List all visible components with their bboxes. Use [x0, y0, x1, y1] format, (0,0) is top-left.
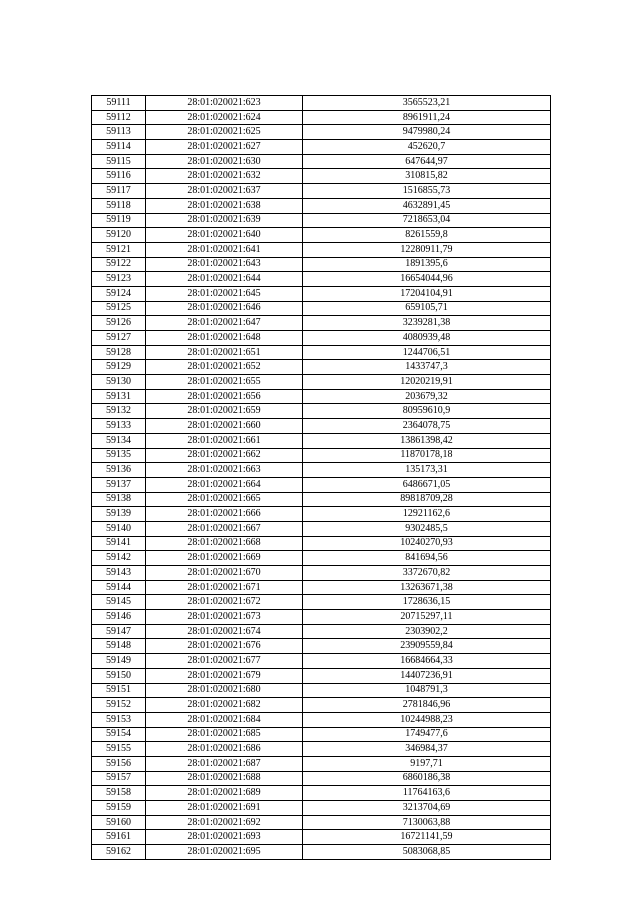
cadastral-value-cell: 13263671,38 [303, 580, 551, 595]
row-number-cell: 59152 [92, 698, 146, 713]
table-body [92, 96, 551, 860]
cadastral-number-cell: 28:01:020021:643 [146, 257, 303, 272]
cadastral-value-cell: 2364078,75 [303, 419, 551, 434]
cadastral-number-cell: 28:01:020021:693 [146, 830, 303, 845]
cadastral-number-cell: 28:01:020021:640 [146, 228, 303, 243]
cadastral-value-cell: 1516855,73 [303, 184, 551, 199]
table-row [92, 566, 551, 581]
cadastral-value-cell: 10244988,23 [303, 712, 551, 727]
row-number-cell: 59122 [92, 257, 146, 272]
table-row [92, 698, 551, 713]
cadastral-value-cell: 9302485,5 [303, 521, 551, 536]
cadastral-number-cell: 28:01:020021:659 [146, 404, 303, 419]
cadastral-number-cell: 28:01:020021:648 [146, 331, 303, 346]
cadastral-value-cell: 16654044,96 [303, 272, 551, 287]
table-row [92, 213, 551, 228]
cadastral-number-cell: 28:01:020021:673 [146, 610, 303, 625]
cadastral-number-cell: 28:01:020021:676 [146, 639, 303, 654]
cadastral-value-cell: 7218653,04 [303, 213, 551, 228]
cadastral-number-cell: 28:01:020021:624 [146, 110, 303, 125]
cadastral-value-cell: 310815,82 [303, 169, 551, 184]
row-number-cell: 59153 [92, 712, 146, 727]
row-number-cell: 59136 [92, 463, 146, 478]
row-number-cell: 59139 [92, 507, 146, 522]
row-number-cell: 59149 [92, 654, 146, 669]
cadastral-number-cell: 28:01:020021:661 [146, 433, 303, 448]
row-number-cell: 59129 [92, 360, 146, 375]
cadastral-number-cell: 28:01:020021:680 [146, 683, 303, 698]
table-row [92, 242, 551, 257]
row-number-cell: 59112 [92, 110, 146, 125]
cadastral-number-cell: 28:01:020021:651 [146, 345, 303, 360]
table-row [92, 801, 551, 816]
cadastral-value-cell: 346984,37 [303, 742, 551, 757]
table-row [92, 815, 551, 830]
row-number-cell: 59123 [92, 272, 146, 287]
row-number-cell: 59133 [92, 419, 146, 434]
table-row [92, 742, 551, 757]
cadastral-number-cell: 28:01:020021:669 [146, 551, 303, 566]
cadastral-value-cell: 80959610,9 [303, 404, 551, 419]
cadastral-value-cell: 12280911,79 [303, 242, 551, 257]
table-row [92, 301, 551, 316]
row-number-cell: 59161 [92, 830, 146, 845]
row-number-cell: 59147 [92, 624, 146, 639]
table-row [92, 595, 551, 610]
cadastral-number-cell: 28:01:020021:679 [146, 668, 303, 683]
cadastral-number-cell: 28:01:020021:692 [146, 815, 303, 830]
cadastral-value-cell: 12020219,91 [303, 375, 551, 390]
cadastral-number-cell: 28:01:020021:682 [146, 698, 303, 713]
cadastral-value-cell: 89818709,28 [303, 492, 551, 507]
cadastral-number-cell: 28:01:020021:625 [146, 125, 303, 140]
row-number-cell: 59121 [92, 242, 146, 257]
table-row [92, 580, 551, 595]
cadastral-number-cell: 28:01:020021:668 [146, 536, 303, 551]
cadastral-number-cell: 28:01:020021:647 [146, 316, 303, 331]
cadastral-value-cell: 3213704,69 [303, 801, 551, 816]
table-row [92, 610, 551, 625]
cadastral-value-cell: 11870178,18 [303, 448, 551, 463]
cadastral-number-cell: 28:01:020021:637 [146, 184, 303, 199]
cadastral-number-cell: 28:01:020021:652 [146, 360, 303, 375]
row-number-cell: 59117 [92, 184, 146, 199]
cadastral-value-cell: 1749477,6 [303, 727, 551, 742]
row-number-cell: 59154 [92, 727, 146, 742]
cadastral-number-cell: 28:01:020021:662 [146, 448, 303, 463]
row-number-cell: 59142 [92, 551, 146, 566]
cadastral-number-cell: 28:01:020021:670 [146, 566, 303, 581]
cadastral-value-cell: 23909559,84 [303, 639, 551, 654]
row-number-cell: 59155 [92, 742, 146, 757]
table-row [92, 639, 551, 654]
cadastral-number-cell: 28:01:020021:688 [146, 771, 303, 786]
cadastral-value-cell: 1891395,6 [303, 257, 551, 272]
cadastral-value-cell: 14407236,91 [303, 668, 551, 683]
cadastral-value-cell: 9197,71 [303, 756, 551, 771]
row-number-cell: 59113 [92, 125, 146, 140]
row-number-cell: 59118 [92, 198, 146, 213]
row-number-cell: 59140 [92, 521, 146, 536]
cadastral-number-cell: 28:01:020021:665 [146, 492, 303, 507]
table-row [92, 316, 551, 331]
row-number-cell: 59119 [92, 213, 146, 228]
cadastral-value-cell: 12921162,6 [303, 507, 551, 522]
row-number-cell: 59162 [92, 845, 146, 860]
table-row [92, 331, 551, 346]
cadastral-value-cell: 4080939,48 [303, 331, 551, 346]
cadastral-value-cell: 11764163,6 [303, 786, 551, 801]
table-row [92, 110, 551, 125]
cadastral-number-cell: 28:01:020021:684 [146, 712, 303, 727]
cadastral-number-cell: 28:01:020021:655 [146, 375, 303, 390]
row-number-cell: 59126 [92, 316, 146, 331]
table-row [92, 169, 551, 184]
cadastral-number-cell: 28:01:020021:664 [146, 477, 303, 492]
cadastral-value-cell: 10240270,93 [303, 536, 551, 551]
table-row [92, 140, 551, 155]
table-row [92, 654, 551, 669]
table-row [92, 492, 551, 507]
table-row [92, 433, 551, 448]
cadastral-value-cell: 135173,31 [303, 463, 551, 478]
table-row [92, 286, 551, 301]
row-number-cell: 59157 [92, 771, 146, 786]
cadastral-number-cell: 28:01:020021:645 [146, 286, 303, 301]
cadastral-value-cell: 17204104,91 [303, 286, 551, 301]
table-row [92, 712, 551, 727]
cadastral-number-cell: 28:01:020021:674 [146, 624, 303, 639]
cadastral-value-cell: 13861398,42 [303, 433, 551, 448]
row-number-cell: 59150 [92, 668, 146, 683]
row-number-cell: 59124 [92, 286, 146, 301]
row-number-cell: 59125 [92, 301, 146, 316]
row-number-cell: 59120 [92, 228, 146, 243]
table-row [92, 375, 551, 390]
cadastral-number-cell: 28:01:020021:691 [146, 801, 303, 816]
cadastral-value-cell: 1433747,3 [303, 360, 551, 375]
cadastral-value-cell: 841694,56 [303, 551, 551, 566]
row-number-cell: 59156 [92, 756, 146, 771]
cadastral-number-cell: 28:01:020021:660 [146, 419, 303, 434]
table-row [92, 551, 551, 566]
cadastral-value-cell: 4632891,45 [303, 198, 551, 213]
table-row [92, 521, 551, 536]
cadastral-value-cell: 9479980,24 [303, 125, 551, 140]
row-number-cell: 59145 [92, 595, 146, 610]
row-number-cell: 59127 [92, 331, 146, 346]
cadastral-value-cell: 1244706,51 [303, 345, 551, 360]
cadastral-number-cell: 28:01:020021:656 [146, 389, 303, 404]
cadastral-value-cell: 2781846,96 [303, 698, 551, 713]
cadastral-number-cell: 28:01:020021:687 [146, 756, 303, 771]
row-number-cell: 59158 [92, 786, 146, 801]
cadastral-value-cell: 1728636,15 [303, 595, 551, 610]
row-number-cell: 59146 [92, 610, 146, 625]
row-number-cell: 59141 [92, 536, 146, 551]
cadastral-number-cell: 28:01:020021:623 [146, 96, 303, 111]
cadastral-value-cell: 2303902,2 [303, 624, 551, 639]
row-number-cell: 59132 [92, 404, 146, 419]
table-row [92, 125, 551, 140]
table-row [92, 845, 551, 860]
table-row [92, 477, 551, 492]
row-number-cell: 59148 [92, 639, 146, 654]
cadastral-number-cell: 28:01:020021:639 [146, 213, 303, 228]
cadastral-value-cell: 6860186,38 [303, 771, 551, 786]
table-row [92, 389, 551, 404]
table-row [92, 96, 551, 111]
cadastral-value-cell: 1048791,3 [303, 683, 551, 698]
cadastral-number-cell: 28:01:020021:672 [146, 595, 303, 610]
table-row [92, 756, 551, 771]
cadastral-number-cell: 28:01:020021:667 [146, 521, 303, 536]
table-row [92, 830, 551, 845]
table-row [92, 360, 551, 375]
table-row [92, 272, 551, 287]
cadastral-number-cell: 28:01:020021:644 [146, 272, 303, 287]
cadastral-value-cell: 5083068,85 [303, 845, 551, 860]
row-number-cell: 59131 [92, 389, 146, 404]
cadastral-value-cell: 3372670,82 [303, 566, 551, 581]
table-row [92, 184, 551, 199]
table-row [92, 683, 551, 698]
table-row [92, 536, 551, 551]
row-number-cell: 59115 [92, 154, 146, 169]
table-row [92, 345, 551, 360]
cadastral-value-cell: 16721141,59 [303, 830, 551, 845]
cadastral-value-cell: 659105,71 [303, 301, 551, 316]
cadastral-number-cell: 28:01:020021:686 [146, 742, 303, 757]
row-number-cell: 59128 [92, 345, 146, 360]
cadastral-number-cell: 28:01:020021:627 [146, 140, 303, 155]
row-number-cell: 59130 [92, 375, 146, 390]
cadastral-value-table [91, 95, 551, 860]
cadastral-value-cell: 20715297,11 [303, 610, 551, 625]
cadastral-value-cell: 8961911,24 [303, 110, 551, 125]
cadastral-number-cell: 28:01:020021:638 [146, 198, 303, 213]
cadastral-number-cell: 28:01:020021:689 [146, 786, 303, 801]
cadastral-value-cell: 452620,7 [303, 140, 551, 155]
row-number-cell: 59160 [92, 815, 146, 830]
row-number-cell: 59116 [92, 169, 146, 184]
table-row [92, 771, 551, 786]
cadastral-number-cell: 28:01:020021:671 [146, 580, 303, 595]
cadastral-number-cell: 28:01:020021:685 [146, 727, 303, 742]
row-number-cell: 59151 [92, 683, 146, 698]
table-row [92, 404, 551, 419]
cadastral-value-cell: 3565523,21 [303, 96, 551, 111]
cadastral-number-cell: 28:01:020021:641 [146, 242, 303, 257]
cadastral-value-cell: 203679,32 [303, 389, 551, 404]
table-row [92, 154, 551, 169]
row-number-cell: 59137 [92, 477, 146, 492]
row-number-cell: 59138 [92, 492, 146, 507]
table-row [92, 507, 551, 522]
table-row [92, 463, 551, 478]
table-row [92, 257, 551, 272]
table-row [92, 668, 551, 683]
cadastral-value-cell: 647644,97 [303, 154, 551, 169]
row-number-cell: 59135 [92, 448, 146, 463]
cadastral-number-cell: 28:01:020021:646 [146, 301, 303, 316]
row-number-cell: 59143 [92, 566, 146, 581]
cadastral-number-cell: 28:01:020021:666 [146, 507, 303, 522]
table-row [92, 448, 551, 463]
cadastral-number-cell: 28:01:020021:630 [146, 154, 303, 169]
cadastral-value-cell: 8261559,8 [303, 228, 551, 243]
table-row [92, 786, 551, 801]
cadastral-value-cell: 3239281,38 [303, 316, 551, 331]
cadastral-number-cell: 28:01:020021:663 [146, 463, 303, 478]
cadastral-value-cell: 16684664,33 [303, 654, 551, 669]
row-number-cell: 59111 [92, 96, 146, 111]
table-row [92, 624, 551, 639]
cadastral-number-cell: 28:01:020021:695 [146, 845, 303, 860]
table-row [92, 419, 551, 434]
cadastral-number-cell: 28:01:020021:677 [146, 654, 303, 669]
cadastral-number-cell: 28:01:020021:632 [146, 169, 303, 184]
row-number-cell: 59134 [92, 433, 146, 448]
row-number-cell: 59114 [92, 140, 146, 155]
table-row [92, 198, 551, 213]
table-row [92, 727, 551, 742]
table-row [92, 228, 551, 243]
cadastral-value-cell: 7130063,88 [303, 815, 551, 830]
row-number-cell: 59144 [92, 580, 146, 595]
row-number-cell: 59159 [92, 801, 146, 816]
cadastral-value-cell: 6486671,05 [303, 477, 551, 492]
